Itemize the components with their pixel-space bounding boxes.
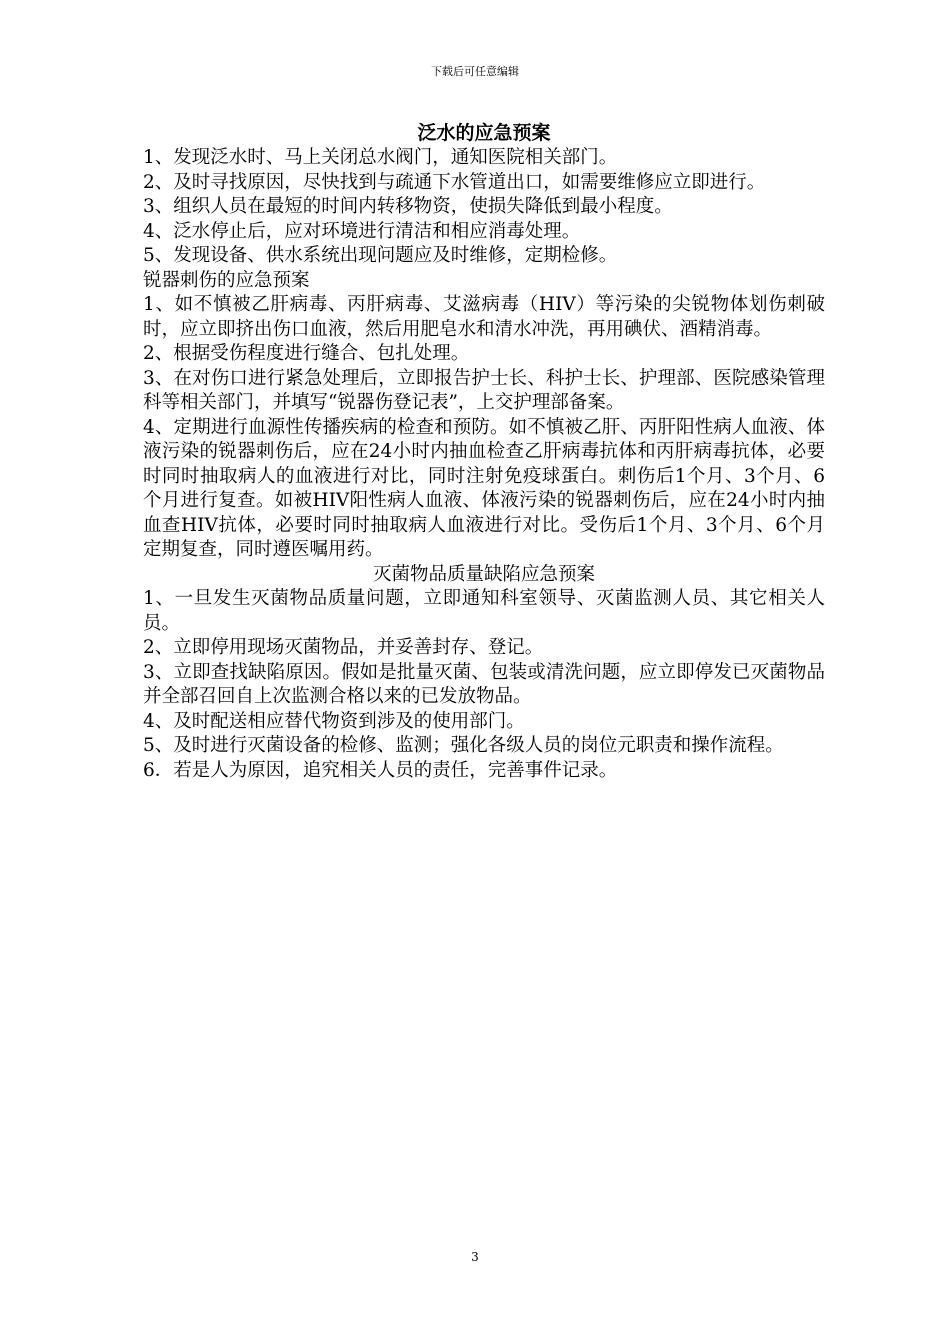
list-item: 2、及时寻找原因，尽快找到与疏通下水管道出口，如需要维修应立即进行。 <box>143 171 766 193</box>
list-item: 3、在对伤口进行紧急处理后，立即报告护士长、科护士长、护理部、医院感染管理科等相关部门，并填写“锐器伤登记表”，上交护理部备案。 <box>143 367 825 413</box>
list-item: 1、一旦发生灭菌物品质量问题，立即通知科室领导、灭菌监测人员、其它相关人员。 <box>143 588 825 634</box>
document-title: 泛水的应急预案 <box>417 122 551 144</box>
section-sharps-injury <box>143 269 825 563</box>
list-item: 1、如不慎被乙肝病毒、丙肝病毒、艾滋病毒（HIV）等污染的尖锐物体划伤刺破时，应立即挤出伤口血液，然后用肥皂水和清水冲洗，再用碘伏、酒精消毒。 <box>143 294 825 340</box>
list-item: 1、发现泛水时、马上关闭总水阀门，通知医院相关部门。 <box>143 147 618 168</box>
list-item: 2、立即停用现场灭菌物品，并妥善封存、登记。 <box>143 637 544 658</box>
list-item: 6．若是人为原因，追究相关人员的责任，完善事件记录。 <box>143 759 618 781</box>
section-heading: 灭菌物品质量缺陷应急预案 <box>372 563 595 585</box>
list-item: 5、发现设备、供水系统出现问题应及时维修，定期检修。 <box>143 245 618 266</box>
list-item: 4、定期进行血源性传播疾病的检查和预防。如不慎被乙肝、丙肝阳性病人血液、体液污染的锐器刺伤后，应在24小时内抽血检查乙肝病毒抗体和丙肝病毒抗体，必要时同时抽取病人的血液进行对比，同时注射免疫球蛋白。刺伤后1个月、3个月、6个月进行复查。如被HIV阳性病人血液、体液污染的锐器刺伤后，应在24小时内抽血查HIV抗体，必要时同时抽取病人血液进行对比。受伤后1个月、3个月、6个月定期复查，同时遵医嘱用药。 <box>143 416 825 560</box>
list-item: 5、及时进行灭菌设备的检修、监测；强化各级人员的岗位元职责和操作流程。 <box>143 735 784 756</box>
list-item: 3、组织人员在最短的时间内转移物资，使损失降低到最小程度。 <box>143 196 673 217</box>
list-item: 2、根据受伤程度进行缝合、包扎处理。 <box>143 343 470 364</box>
document-body <box>143 121 825 783</box>
list-item: 4、泛水停止后，应对环境进行清洁和相应消毒处理。 <box>143 220 581 242</box>
list-item: 4、及时配送相应替代物资到涉及的使用部门。 <box>143 710 525 732</box>
list-item: 3、立即查找缺陷原因。假如是批量灭菌、包装或清洗问题，应立即停发已灭菌物品并全部召回自上次监测合格以来的已发放物品。 <box>143 661 825 707</box>
section-sterile-defect <box>143 563 825 784</box>
section-flooding <box>143 146 825 269</box>
section-heading: 锐器刺伤的应急预案 <box>143 269 310 291</box>
header-note: 下载后可任意编辑 <box>431 65 519 78</box>
page-number: 3 <box>471 1250 479 1264</box>
